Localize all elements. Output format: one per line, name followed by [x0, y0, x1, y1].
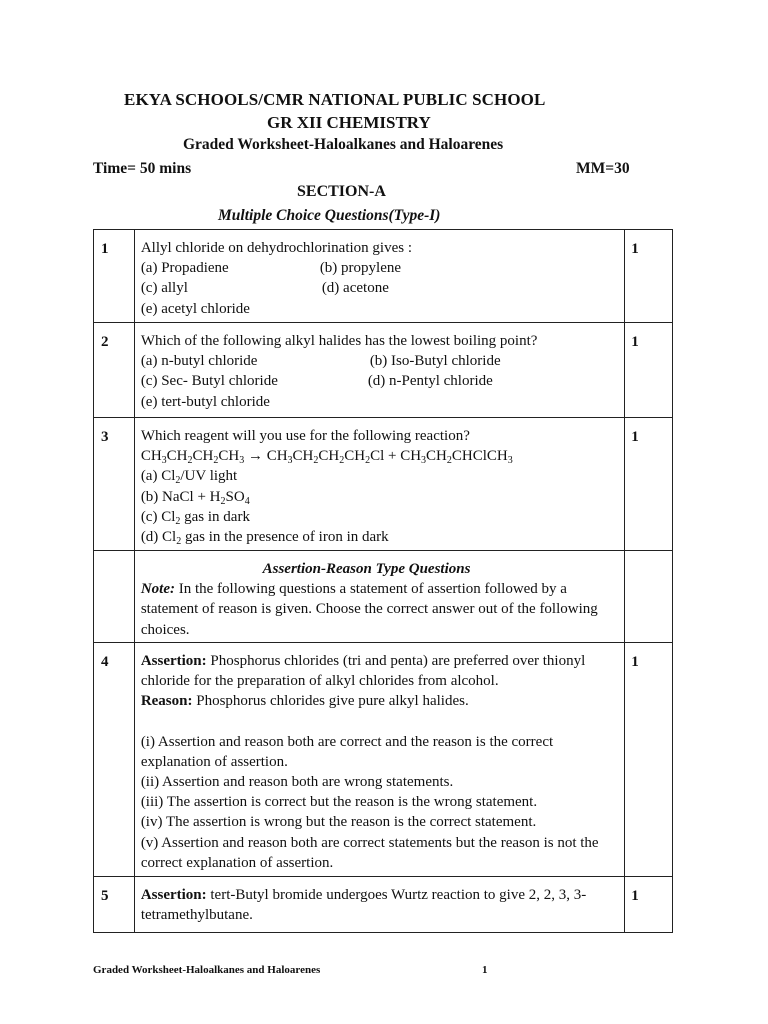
question-row-2 [94, 323, 673, 418]
option-d: (d) acetone [321, 280, 389, 297]
option-d: (d) n-Pentyl chloride [367, 373, 493, 390]
assertion-label: Assertion: [140, 887, 207, 903]
question-number: 3 [94, 418, 135, 551]
option-b: (b) propylene [319, 260, 402, 277]
question-body [134, 643, 624, 877]
option-e: (e) acetyl chloride [140, 300, 250, 317]
question-body [134, 230, 624, 323]
page-number: 1 [482, 964, 488, 976]
grade-subject: GR XII CHEMISTRY [267, 113, 431, 132]
option-a: (a) Propadiene [140, 260, 229, 277]
question-marks: 1 [625, 323, 673, 418]
question-marks: 1 [625, 230, 673, 323]
question-body [134, 323, 624, 418]
assertion-reason-heading: Assertion-Reason Type Questions [262, 561, 471, 577]
option-a: (a) n-butyl chloride [140, 353, 258, 370]
question-body [134, 418, 624, 551]
question-number: 1 [94, 230, 135, 323]
reason-label: Reason: [140, 693, 193, 710]
question-number: 5 [94, 877, 135, 933]
question-number: 2 [94, 323, 135, 418]
choice-5: (v) Assertion and reason both are correct statements but the reason is not the correct explanation of assertion. [140, 834, 599, 871]
instructions-body [134, 551, 624, 643]
assertion-text: Phosphorus chlorides (tri and penta) are preferred over thionyl chloride for the preparation of alkyl chlorides from alcohol. [140, 653, 586, 690]
time-allowed: Time= 50 mins [93, 160, 192, 177]
question-marks: 1 [625, 643, 673, 877]
question-body [134, 877, 624, 933]
max-marks: MM=30 [576, 160, 630, 177]
assertion-text: tert-Butyl bromide undergoes Wurtz reaction to give 2, 2, 3, 3-tetramethylbutane. [140, 887, 587, 924]
worksheet-title: Graded Worksheet-Haloalkanes and Haloarenes [183, 136, 504, 153]
choice-2: (ii) Assertion and reason both are wrong statements. [140, 774, 454, 791]
note-label: Note: [140, 581, 175, 598]
question-row-4 [94, 643, 673, 877]
note-text: In the following questions a statement of assertion followed by a statement of reason is given. Choose the correct answer out of the following choices. [140, 581, 598, 638]
assertion-reason-instructions-row [94, 551, 673, 643]
footer-title: Graded Worksheet-Haloalkanes and Haloarenes [93, 964, 321, 976]
reason-text: Phosphorus chlorides give pure alkyl halides. [192, 693, 469, 710]
option-d: (d) $Cl_2$ gas in the presence of iron in dark [140, 528, 389, 547]
option-b: (b) NaCl + $H_2SO_4$ [140, 488, 250, 507]
school-name: EKYA SCHOOLS/CMR NATIONAL PUBLIC SCHOOL [124, 90, 546, 109]
question-text: Which of the following alkyl halides has the lowest boiling point? [140, 333, 538, 349]
subsection-heading: Multiple Choice Questions(Type-I) [218, 207, 441, 224]
assertion-statement [141, 651, 616, 691]
choice-4: (iv) The assertion is wrong but the reason is the correct statement. [140, 814, 537, 831]
question-marks: 1 [625, 877, 673, 933]
assertion-label: Assertion: [140, 653, 207, 669]
instructions-note [141, 579, 616, 640]
option-c: (c) $Cl_2$ gas in dark [140, 508, 250, 527]
question-row-1 [94, 230, 673, 323]
question-text: Allyl chloride on dehydrochlorination gives : [140, 240, 413, 256]
question-text: Which reagent will you use for the following reaction? [140, 428, 470, 444]
question-marks: 1 [625, 418, 673, 551]
question-row-3 [94, 418, 673, 551]
assertion-statement [141, 885, 616, 925]
option-e: (e) tert-butyl chloride [140, 393, 270, 410]
question-number: 4 [94, 643, 135, 877]
question-row-5 [94, 877, 673, 933]
option-c: (c) allyl [140, 280, 188, 297]
choice-1: (i) Assertion and reason both are correct and the reason is the correct explanation of assertion. [140, 733, 554, 770]
reason-statement [141, 691, 616, 711]
option-b: (b) Iso-Butyl chloride [369, 353, 501, 370]
choice-3: (iii) The assertion is correct but the reason is the wrong statement. [140, 794, 538, 811]
option-c: (c) Sec- Butyl chloride [140, 373, 278, 390]
option-a: (a) $Cl_2/UV$ light [140, 468, 238, 487]
section-heading: SECTION-A [297, 183, 386, 200]
question-table [93, 229, 673, 933]
reaction-equation: $CH_3CH_2CH_2CH_3 \to CH_3CH_2CH_2CH_2Cl$ + $CH_3CH_2CHClCH_3$ [140, 448, 513, 467]
